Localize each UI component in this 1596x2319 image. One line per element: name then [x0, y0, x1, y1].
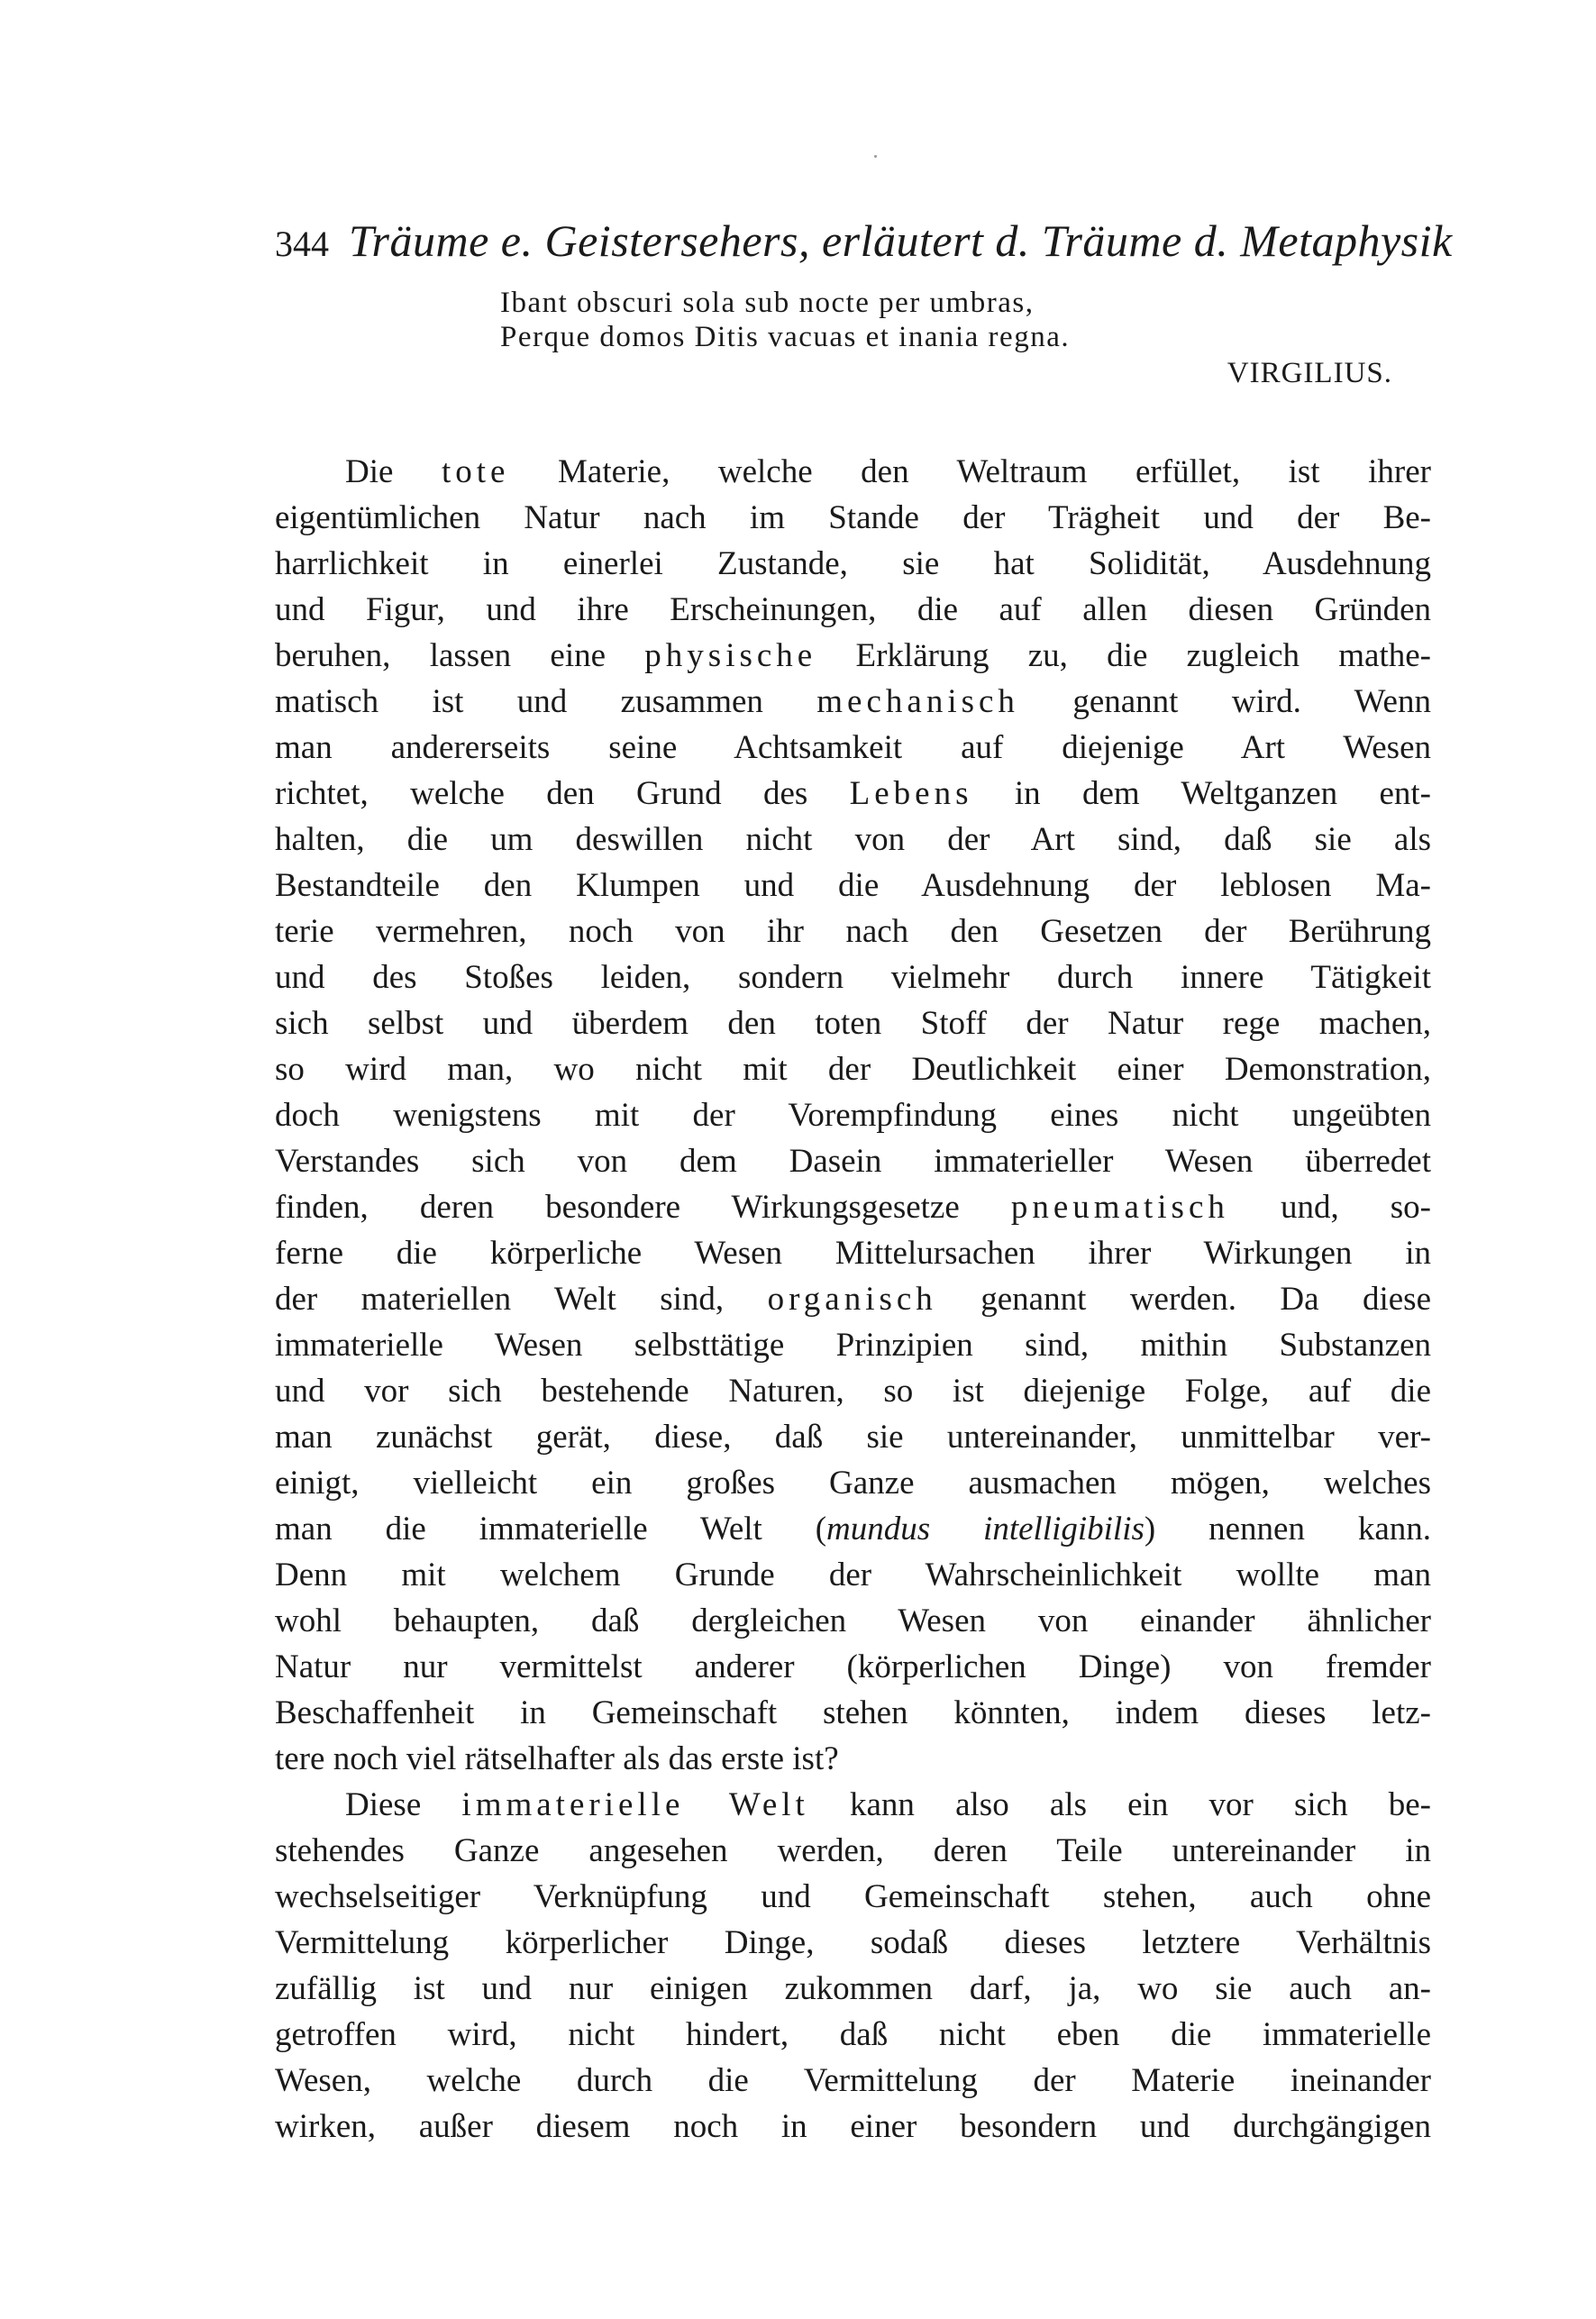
text-line	[275, 1046, 1431, 1092]
text-line	[275, 1184, 1431, 1230]
text-segment: stehendes Ganze angesehen werden, deren Teile untereinander in	[275, 1832, 1431, 1869]
text-line	[275, 1690, 1431, 1736]
text-segment: Materie, welche den Weltraum erfüllet, ist ihrer	[509, 453, 1431, 490]
text-line	[275, 1920, 1431, 1966]
text-line	[275, 771, 1431, 817]
text-segment: harrlichkeit in einerlei Zustande, sie hat Solidität, Ausdehnung	[275, 545, 1431, 582]
text-segment: immaterielle Wesen selbsttätige Prinzipien sind, mithin Substanzen	[275, 1327, 1431, 1364]
text-segment: Diese	[345, 1786, 462, 1823]
text-line	[275, 2104, 1431, 2150]
text-line	[275, 633, 1431, 679]
text-line	[275, 449, 1431, 495]
epigraph-line: Ibant obscuri sola sub nocte per umbras,	[500, 287, 1035, 319]
emphasized-text: immaterielle Welt	[461, 1786, 809, 1823]
text-segment: getroffen wird, nicht hindert, daß nicht eben die immaterielle	[275, 2016, 1431, 2053]
emphasized-text: Lebens	[849, 775, 973, 812]
text-segment: zufällig ist und nur einigen zukommen darf, ja, wo sie auch an-	[275, 1970, 1431, 2007]
text-segment: Vermittelung körperlicher Dinge, sodaß dieses letztere Verhältnis	[275, 1924, 1431, 1961]
text-segment: kann also als ein vor sich be-	[808, 1786, 1432, 1823]
text-segment: finden, deren besondere Wirkungsgesetze	[275, 1189, 1011, 1226]
text-segment: wirken, außer diesem noch in einer besondern und durchgängigen	[275, 2108, 1431, 2145]
text-line	[275, 1414, 1431, 1460]
page-header	[275, 215, 1453, 267]
text-line	[275, 1460, 1431, 1506]
text-segment: Verstandes sich von dem Dasein immaterieller Wesen überredet	[275, 1143, 1431, 1180]
text-segment: und des Stoßes leiden, sondern vielmehr durch innere Tätigkeit	[275, 959, 1431, 996]
text-segment: matisch ist und zusammen	[275, 683, 817, 720]
text-line	[275, 1966, 1431, 2012]
text-segment: und vor sich bestehende Naturen, so ist diejenige Folge, auf die	[275, 1373, 1431, 1410]
text-line	[275, 587, 1431, 633]
text-segment: terie vermehren, noch von ihr nach den Gesetzen der Berührung	[275, 913, 1431, 950]
text-segment: Die	[345, 453, 442, 490]
text-line	[275, 1552, 1431, 1598]
text-line	[275, 817, 1431, 863]
text-segment: wohl behaupten, daß dergleichen Wesen von einander ähnlicher	[275, 1602, 1431, 1639]
emphasized-text: organisch	[767, 1281, 937, 1318]
text-segment: halten, die um deswillen nicht von der Art sind, daß sie als	[275, 821, 1431, 858]
epigraph-author: VIRGILIUS.	[1227, 357, 1392, 389]
epigraph-line: Perque domos Ditis vacuas et inania regna.	[500, 321, 1071, 353]
text-line	[275, 1138, 1431, 1184]
page-number: 344	[275, 224, 329, 264]
text-segment: und, so-	[1228, 1189, 1431, 1226]
emphasized-text: pneumatisch	[1010, 1189, 1229, 1226]
text-segment: Denn mit welchem Grunde der Wahrscheinlichkeit wollte man	[275, 1557, 1431, 1593]
text-segment: tere noch viel rätselhafter als das erste ist?	[275, 1740, 839, 1777]
text-line	[275, 863, 1431, 908]
text-segment: und Figur, und ihre Erscheinungen, die auf allen diesen Gründen	[275, 591, 1431, 628]
text-segment: genannt werden. Da diese	[936, 1281, 1431, 1318]
text-segment: einigt, vielleicht ein großes Ganze ausmachen mögen, welches	[275, 1465, 1431, 1502]
text-line	[275, 1736, 1431, 1782]
text-segment: wechselseitiger Verknüpfung und Gemeinschaft stehen, auch ohne	[275, 1878, 1431, 1915]
text-line	[275, 2058, 1431, 2104]
text-line	[275, 1092, 1431, 1138]
italic-text: mundus intelligibilis	[826, 1511, 1145, 1548]
text-line	[275, 1598, 1431, 1644]
running-title: Träume e. Geistersehers, erläutert d. Träume d. Metaphysik	[349, 215, 1453, 266]
text-segment: man zunächst gerät, diese, daß sie untereinander, unmittelbar ver-	[275, 1419, 1431, 1456]
text-line	[275, 2012, 1431, 2058]
text-line	[275, 954, 1431, 1000]
body-text	[275, 449, 1431, 2150]
text-line	[275, 1322, 1431, 1368]
text-line	[275, 679, 1431, 725]
text-line	[275, 1874, 1431, 1920]
text-line	[275, 495, 1431, 541]
emphasized-text: mechanisch	[816, 683, 1019, 720]
emphasized-text: tote	[441, 453, 510, 490]
text-segment: beruhen, lassen eine	[275, 637, 645, 674]
text-line	[275, 1276, 1431, 1322]
text-line	[275, 1782, 1431, 1828]
text-segment: der materiellen Welt sind,	[275, 1281, 768, 1318]
text-line	[275, 1230, 1431, 1276]
text-segment: so wird man, wo nicht mit der Deutlichkeit einer Demonstration,	[275, 1051, 1431, 1088]
text-segment: Bestandteile den Klumpen und die Ausdehnung der leblosen Ma-	[275, 867, 1431, 904]
text-segment: richtet, welche den Grund des	[275, 775, 850, 812]
text-line	[275, 1644, 1431, 1690]
text-segment: man andererseits seine Achtsamkeit auf diejenige Art Wesen	[275, 729, 1431, 766]
scan-speck	[874, 155, 877, 158]
text-segment: man die immaterielle Welt (	[275, 1511, 827, 1548]
text-segment: Natur nur vermittelst anderer (körperlichen Dinge) von fremder	[275, 1648, 1431, 1685]
text-segment: ferne die körperliche Wesen Mittelursachen ihrer Wirkungen in	[275, 1235, 1431, 1272]
text-segment: ) nennen kann.	[1144, 1511, 1432, 1548]
text-segment: Wesen, welche durch die Vermittelung der Materie ineinander	[275, 2062, 1431, 2099]
text-line	[275, 725, 1431, 771]
text-segment: Beschaffenheit in Gemeinschaft stehen könnten, indem dieses letz-	[275, 1694, 1431, 1731]
text-segment: genannt wird. Wenn	[1018, 683, 1431, 720]
text-segment: doch wenigstens mit der Vorempfindung eines nicht ungeübten	[275, 1097, 1431, 1134]
text-segment: Erklärung zu, die zugleich mathe-	[816, 637, 1431, 674]
text-line	[275, 1506, 1431, 1552]
text-segment: in dem Weltganzen ent-	[972, 775, 1432, 812]
text-line	[275, 1000, 1431, 1046]
emphasized-text: physische	[644, 637, 817, 674]
text-segment: eigentümlichen Natur nach im Stande der Trägheit und der Be-	[275, 499, 1431, 536]
text-line	[275, 908, 1431, 954]
text-line	[275, 541, 1431, 587]
text-line	[275, 1368, 1431, 1414]
text-line	[275, 1828, 1431, 1874]
text-segment: sich selbst und überdem den toten Stoff der Natur rege machen,	[275, 1005, 1431, 1042]
